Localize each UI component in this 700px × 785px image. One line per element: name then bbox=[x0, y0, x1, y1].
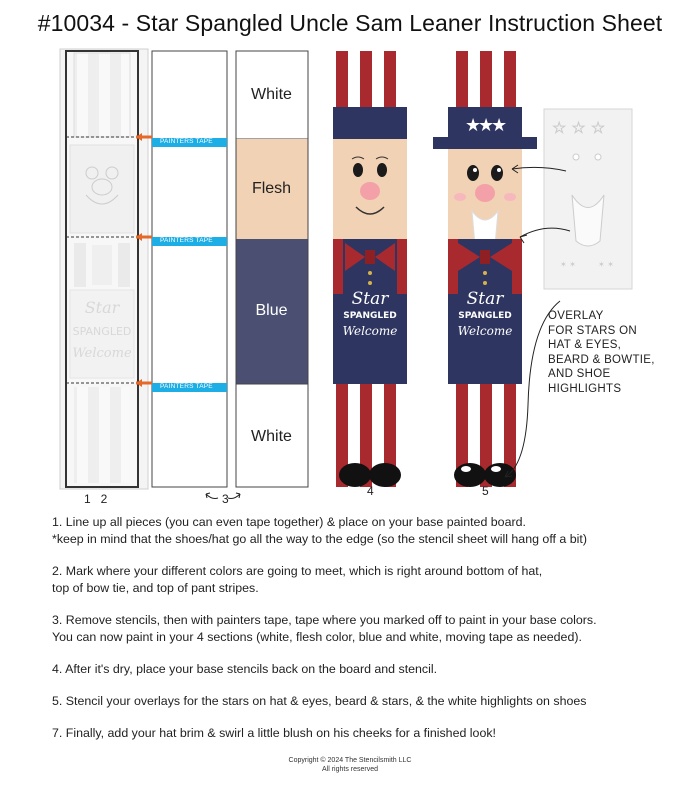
step-7: 7. Finally, add your hat brim & swirl a little blush on his cheeks for a finished look! bbox=[52, 726, 496, 740]
tape-label-1: PAINTERS TAPE bbox=[160, 138, 213, 145]
step-1: 1. Line up all pieces (you can even tape together) & place on your base painted board. *keep in mind that the shoes/hat go all the way to the edge (so the stencil sheet will hang off a bit) bbox=[52, 515, 587, 546]
sign-line-welcome: Welcome bbox=[457, 324, 513, 338]
color-label-white-bottom: White bbox=[251, 428, 292, 445]
uncle-sam-base bbox=[333, 51, 407, 487]
copyright-line-1: Copyright © 2024 The Stencilsmith LLC bbox=[288, 757, 412, 764]
svg-text:✶ ✶: ✶ ✶ bbox=[598, 260, 614, 269]
svg-text:☆ ☆ ☆: ☆ ☆ ☆ bbox=[552, 118, 606, 137]
uncle-sam-finished bbox=[433, 51, 537, 487]
step-3: 3. Remove stencils, then with painters tape, tape where you marked off to paint in your base colors. You can now paint in your 4 sections (white, flesh color, blue and white, moving tape as needed). bbox=[52, 613, 597, 644]
overlay-stencil-sheet bbox=[544, 109, 632, 289]
svg-text:Welcome: Welcome bbox=[72, 346, 132, 361]
svg-text:★: ★ bbox=[491, 115, 508, 136]
sign-line-welcome: Welcome bbox=[342, 324, 398, 338]
sign-line-spangled: SPANGLED bbox=[458, 311, 512, 321]
svg-text:★: ★ bbox=[465, 115, 482, 136]
tape-panel bbox=[152, 51, 227, 487]
copyright-line-2: All rights reserved bbox=[321, 766, 379, 773]
panel-number-3: 3 bbox=[222, 492, 229, 506]
svg-text:SPANGLED: SPANGLED bbox=[72, 325, 132, 338]
figure-drawing bbox=[0, 45, 700, 505]
overlay-note: OVERLAY FOR STARS ON HAT & EYES, BEARD & BOWTIE, AND SHOE HIGHLIGHTS bbox=[548, 310, 655, 395]
step-2: 2. Mark where your different colors are going to meet, which is right around bottom of hat, top of bow tie, and top of pant stripes. bbox=[52, 564, 543, 595]
instruction-figure bbox=[0, 45, 700, 505]
sign-line-spangled: SPANGLED bbox=[343, 311, 397, 321]
color-label-white-top: White bbox=[251, 86, 292, 103]
base-stencil-panel bbox=[60, 49, 148, 489]
color-section-panel bbox=[236, 51, 308, 487]
instruction-steps bbox=[52, 514, 692, 757]
panel-number-5: 5 bbox=[482, 484, 489, 498]
panel-number-1-2: 1 2 bbox=[84, 492, 108, 506]
color-label-flesh: Flesh bbox=[251, 180, 292, 197]
page-title: #10034 - Star Spangled Uncle Sam Leaner Instruction Sheet bbox=[37, 10, 663, 36]
svg-text:✶ ✶: ✶ ✶ bbox=[560, 260, 576, 269]
tape-label-3: PAINTERS TAPE bbox=[160, 383, 213, 390]
svg-text:★: ★ bbox=[478, 115, 495, 136]
step-4: 4. After it's dry, place your base stencils back on the board and stencil. bbox=[52, 662, 438, 676]
svg-text:Star: Star bbox=[84, 298, 120, 317]
copyright bbox=[0, 756, 700, 774]
panel-number-4: 4 bbox=[367, 484, 374, 498]
tape-label-2: PAINTERS TAPE bbox=[160, 237, 213, 244]
sign-line-star: Star bbox=[351, 289, 389, 309]
step-5: 5. Stencil your overlays for the stars on hat & eyes, beard & stars, & the white highlights on shoes bbox=[52, 694, 587, 708]
sign-panel-5 bbox=[454, 290, 516, 339]
color-label-blue: Blue bbox=[255, 302, 288, 319]
sign-line-star: Star bbox=[466, 289, 504, 309]
sign-panel-4 bbox=[339, 290, 401, 339]
